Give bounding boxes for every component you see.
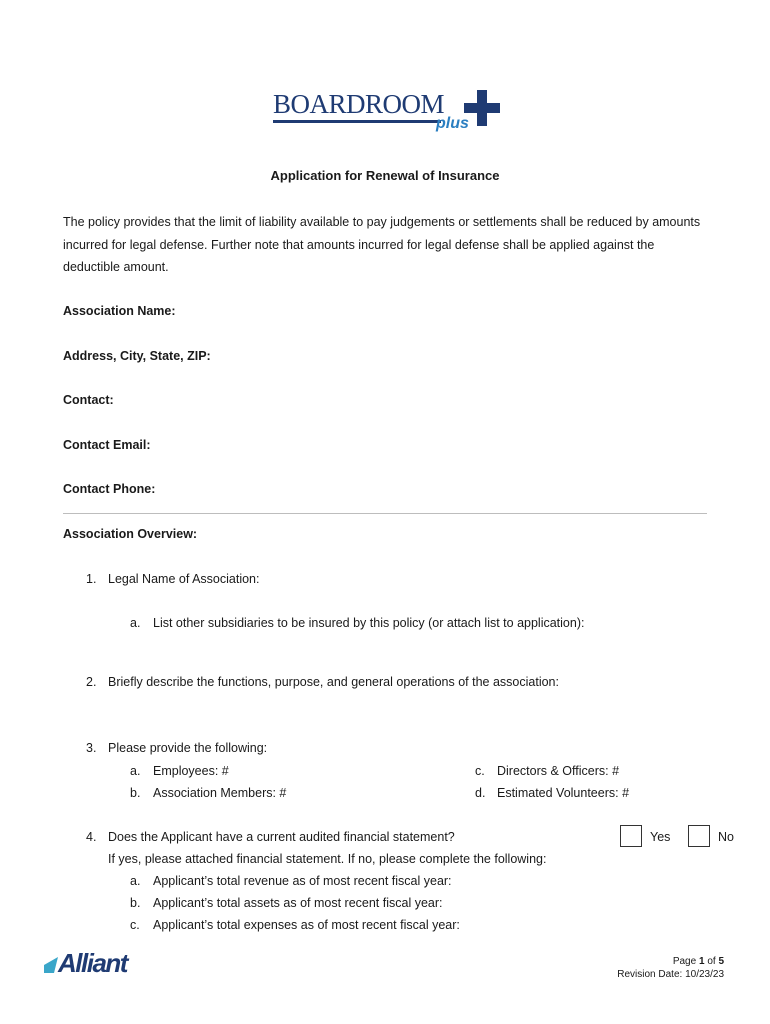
q3a-text: Employees: # <box>153 764 229 778</box>
q4-yes-checkbox[interactable] <box>620 825 642 847</box>
q4a-letter: a. <box>130 874 141 888</box>
association-overview-heading: Association Overview: <box>63 527 198 541</box>
plus-cross-icon <box>464 90 500 126</box>
q4-number: 4. <box>86 830 97 844</box>
logo-wordmark: BOARDROOM <box>273 89 445 119</box>
logo-plus-text: plus <box>436 115 469 132</box>
q3d-text: Estimated Volunteers: # <box>497 786 630 800</box>
q1a-text: List other subsidiaries to be insured by this policy (or attach list to application): <box>153 616 585 630</box>
q3a-letter: a. <box>130 764 141 778</box>
association-name-label: Association Name: <box>63 304 176 318</box>
q4c-text: Applicant’s total expenses as of most recent fiscal year: <box>153 918 460 932</box>
section-divider <box>63 513 707 514</box>
contact-email-label: Contact Email: <box>63 438 151 452</box>
q3-text: Please provide the following: <box>108 741 268 755</box>
address-label: Address, City, State, ZIP: <box>63 349 211 363</box>
q3b-letter: b. <box>130 786 141 800</box>
q4-no-checkbox[interactable] <box>688 825 710 847</box>
q4-yes-label: Yes <box>650 830 671 844</box>
q3c-letter: c. <box>475 764 485 778</box>
revision-date: Revision Date: 10/23/23 <box>617 969 724 980</box>
q4a-text: Applicant’s total revenue as of most recent fiscal year: <box>153 874 452 888</box>
q4-text: Does the Applicant have a current audited financial statement? <box>108 830 455 844</box>
page-number: Page 1 of 5 <box>672 956 724 967</box>
q3b-text: Association Members: # <box>153 786 287 800</box>
q1-text: Legal Name of Association: <box>108 572 260 586</box>
q2-number: 2. <box>86 675 97 689</box>
q3-number: 3. <box>86 741 97 755</box>
q4-note: If yes, please attached financial statement. If no, please complete the following: <box>108 852 547 866</box>
q3d-letter: d. <box>475 786 486 800</box>
q4-no-label: No <box>718 830 734 844</box>
q4b-text: Applicant’s total assets as of most recent fiscal year: <box>153 896 443 910</box>
q4c-letter: c. <box>130 918 140 932</box>
logo-underline <box>273 120 441 123</box>
q1a-letter: a. <box>130 616 141 630</box>
q4b-letter: b. <box>130 896 141 910</box>
contact-phone-label: Contact Phone: <box>63 482 156 496</box>
boardroom-plus-logo <box>270 88 502 138</box>
q1-number: 1. <box>86 572 97 586</box>
alliant-logo <box>44 950 164 978</box>
q2-text: Briefly describe the functions, purpose, and general operations of the association: <box>108 675 559 689</box>
contact-label: Contact: <box>63 393 114 407</box>
q3c-text: Directors & Officers: # <box>497 764 620 778</box>
page-title: Application for Renewal of Insurance <box>270 168 500 183</box>
alliant-wordmark: Alliant <box>58 948 127 978</box>
intro-paragraph: The policy provides that the limit of liability available to pay judgements or settlements shall be reduced by amounts incurred for legal defense. Further note that amounts incurred for legal defense shall be applied against the deductible amount. <box>63 215 701 274</box>
